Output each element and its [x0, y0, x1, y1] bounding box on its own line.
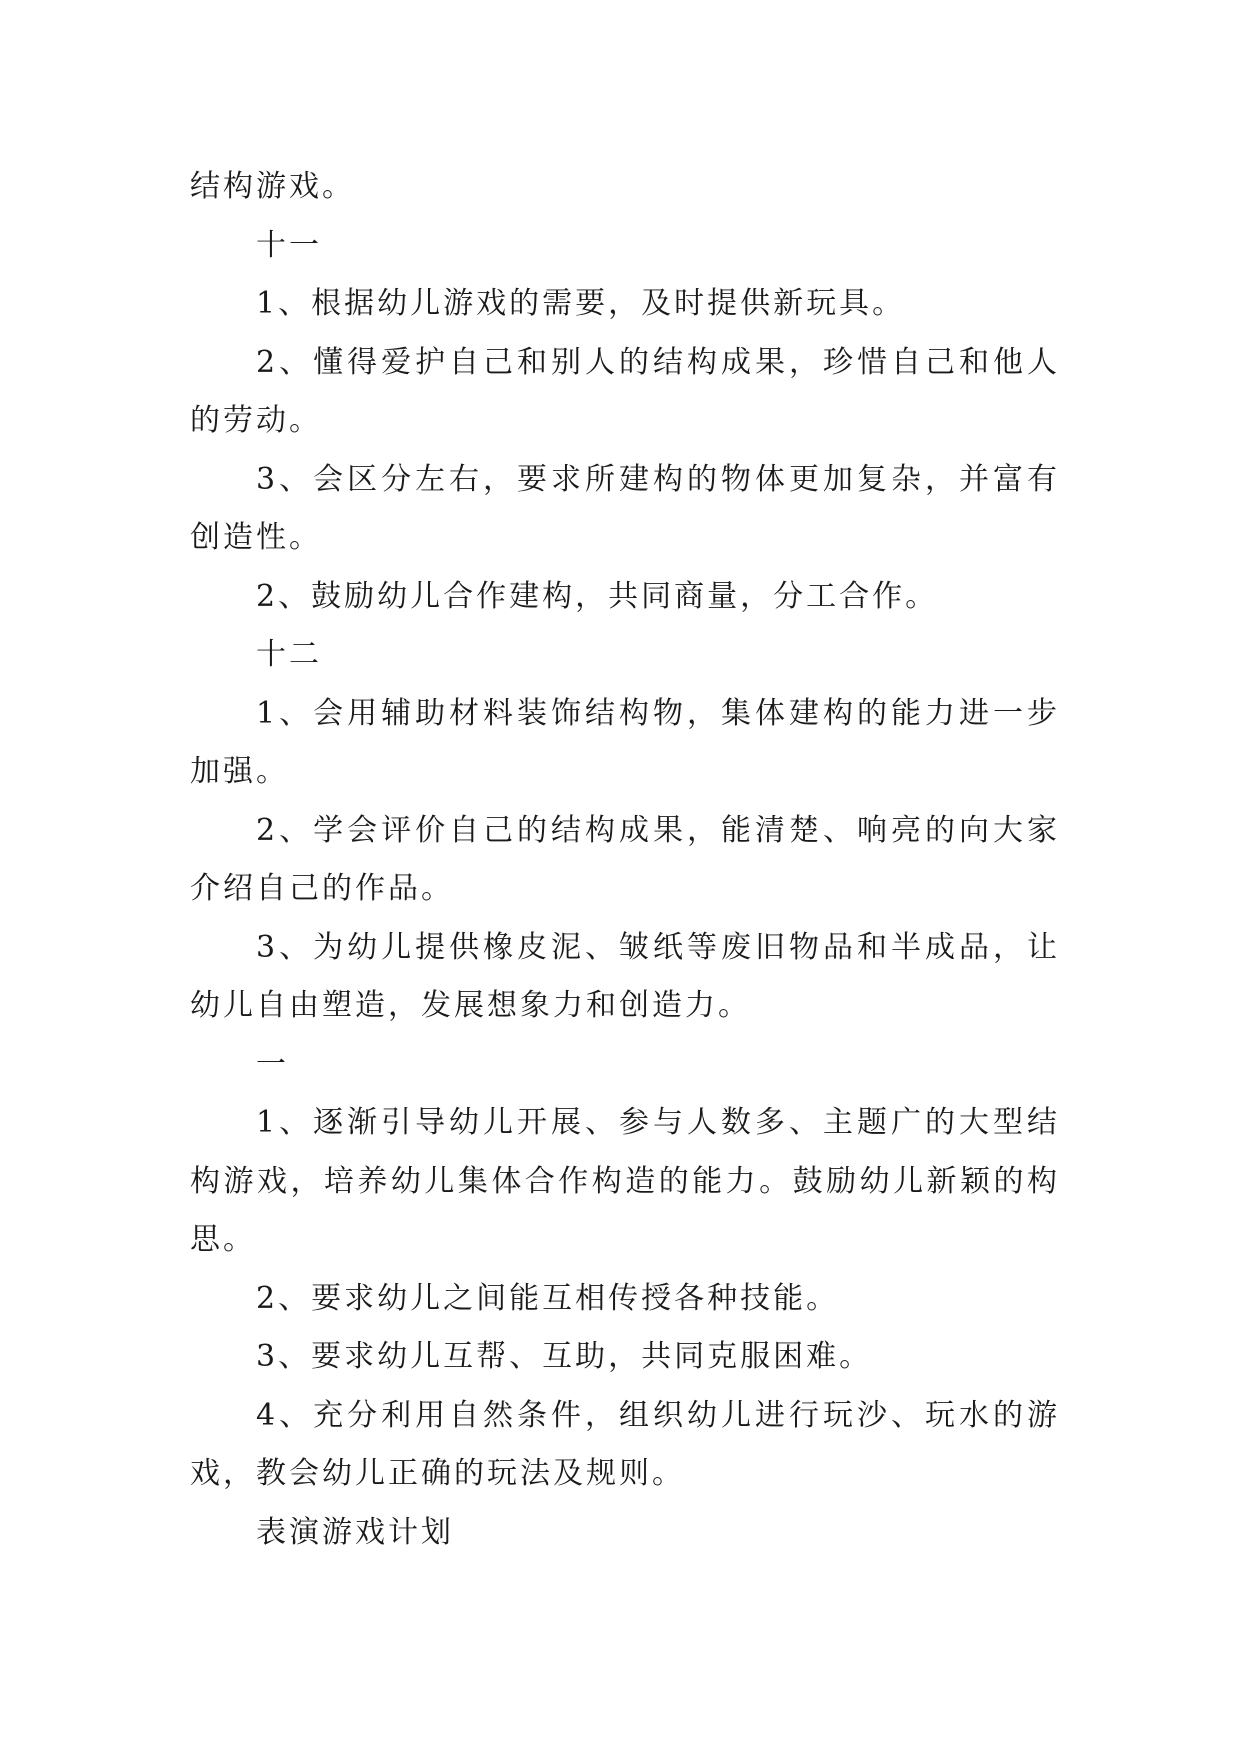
- text-line: 十一: [256, 227, 322, 263]
- text-line: 2、鼓励幼儿合作建构，共同商量，分工合作。: [256, 578, 939, 614]
- text-line: 1、逐渐引导幼儿开展、参与人数多、主题广的大型结: [256, 1105, 1060, 1140]
- text-line: 4、充分利用自然条件，组织幼儿进行玩沙、玩水的游: [256, 1397, 1060, 1433]
- text-line: 戏，教会幼儿正确的玩法及规则。: [190, 1456, 685, 1491]
- text-line: 的劳动。: [190, 403, 322, 438]
- text-line: 介绍自己的作品。: [190, 871, 454, 906]
- text-line: 思。: [190, 1222, 256, 1257]
- text-line: 表演游戏计划: [256, 1514, 454, 1550]
- text-line: 3、要求幼儿互帮、互助，共同克服困难。: [256, 1339, 873, 1374]
- text-line: 构游戏，培养幼儿集体合作构造的能力。鼓励幼儿新颖的构: [190, 1163, 1060, 1199]
- text-line: 幼儿自由塑造，发展想象力和创造力。: [190, 988, 751, 1023]
- text-line: 3、为幼儿提供橡皮泥、皱纸等废旧物品和半成品，让: [256, 929, 1060, 965]
- text-line: 3、会区分左右，要求所建构的物体更加复杂，并富有: [256, 461, 1060, 497]
- text-line: 十二: [256, 637, 322, 672]
- text-line: 1、会用辅助材料装饰结构物，集体建构的能力进一步: [256, 695, 1060, 731]
- text-line: 加强。: [190, 754, 289, 789]
- document-body: [190, 158, 1060, 1562]
- text-line: 创造性。: [190, 520, 322, 555]
- text-line: 2、要求幼儿之间能互相传授各种技能。: [256, 1280, 840, 1316]
- text-line: 一: [256, 1046, 289, 1082]
- text-line: 2、懂得爱护自己和别人的结构成果，珍惜自己和他人: [256, 344, 1060, 380]
- text-line: 结构游戏。: [190, 169, 355, 204]
- text-line: 1、根据幼儿游戏的需要，及时提供新玩具。: [256, 286, 906, 321]
- text-line: 2、学会评价自己的结构成果，能清楚、响亮的向大家: [256, 812, 1060, 848]
